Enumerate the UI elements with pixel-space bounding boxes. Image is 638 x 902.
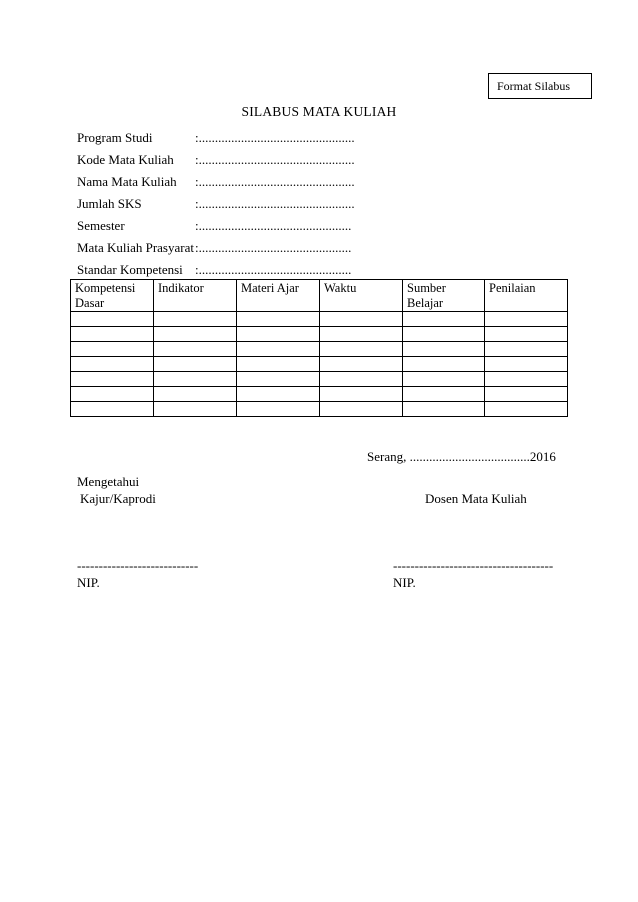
table-cell bbox=[485, 387, 568, 402]
table-cell bbox=[71, 342, 154, 357]
info-label-semester: Semester bbox=[77, 218, 125, 233]
place-date: Serang, .....................................2016 bbox=[367, 449, 556, 464]
table-cell bbox=[71, 402, 154, 417]
info-dots-nama-mata-kuliah: :................................................ bbox=[195, 174, 355, 189]
table-cell bbox=[403, 402, 485, 417]
table-cell bbox=[485, 312, 568, 327]
table-row bbox=[71, 357, 568, 372]
table-cell bbox=[485, 357, 568, 372]
table-cell bbox=[154, 327, 237, 342]
table-cell bbox=[403, 387, 485, 402]
info-dots-standar-kompetensi: :............................................... bbox=[195, 262, 352, 277]
table-cell bbox=[71, 312, 154, 327]
table-cell bbox=[403, 372, 485, 387]
info-dots-jumlah-sks: :................................................ bbox=[195, 196, 355, 211]
table-row bbox=[71, 387, 568, 402]
table-cell bbox=[237, 312, 320, 327]
header-indikator: Indikator bbox=[154, 280, 237, 312]
table-cell bbox=[154, 342, 237, 357]
table-cell bbox=[237, 327, 320, 342]
table-cell bbox=[154, 357, 237, 372]
table-cell bbox=[485, 402, 568, 417]
info-dots-kode-mata-kuliah: :................................................ bbox=[195, 152, 355, 167]
info-dots-semester: :............................................... bbox=[195, 218, 352, 233]
table-cell bbox=[71, 387, 154, 402]
right-signatory-role: Dosen Mata Kuliah bbox=[425, 491, 527, 506]
table-cell bbox=[71, 357, 154, 372]
table-row bbox=[71, 372, 568, 387]
table-cell bbox=[320, 312, 403, 327]
document-title: SILABUS MATA KULIAH bbox=[241, 104, 397, 119]
table-cell bbox=[154, 312, 237, 327]
header-kompetensi-dasar: Kompetensi Dasar bbox=[71, 280, 154, 312]
info-label-kode-mata-kuliah: Kode Mata Kuliah bbox=[77, 152, 174, 167]
table-cell bbox=[237, 342, 320, 357]
table-cell bbox=[320, 387, 403, 402]
info-dots-program-studi: :................................................ bbox=[195, 130, 355, 145]
header-waktu: Waktu bbox=[320, 280, 403, 312]
info-dots-mata-kuliah-prasyarat: :............................................... bbox=[195, 240, 352, 255]
left-signatory-role: Kajur/Kaprodi bbox=[80, 491, 156, 506]
table-cell bbox=[154, 372, 237, 387]
info-label-nama-mata-kuliah: Nama Mata Kuliah bbox=[77, 174, 177, 189]
right-nip-label: NIP. bbox=[393, 575, 416, 590]
left-nip-label: NIP. bbox=[77, 575, 100, 590]
info-label-program-studi: Program Studi bbox=[77, 130, 153, 145]
table-cell bbox=[237, 372, 320, 387]
table-cell bbox=[320, 402, 403, 417]
format-label-box bbox=[488, 73, 592, 99]
info-label-jumlah-sks: Jumlah SKS bbox=[77, 196, 142, 211]
right-signature-line: ------------------------------------- bbox=[393, 558, 554, 573]
left-signature-line: ---------------------------- bbox=[77, 558, 199, 573]
acknowledge-text: Mengetahui bbox=[77, 474, 140, 489]
header-sumber-belajar: Sumber Belajar bbox=[403, 280, 485, 312]
table-cell bbox=[320, 327, 403, 342]
table-row bbox=[71, 327, 568, 342]
table-cell bbox=[237, 402, 320, 417]
table-cell bbox=[71, 327, 154, 342]
table-cell bbox=[237, 357, 320, 372]
header-penilaian: Penilaian bbox=[485, 280, 568, 312]
table-body bbox=[71, 312, 568, 417]
table-cell bbox=[320, 342, 403, 357]
table-cell bbox=[403, 342, 485, 357]
table-cell bbox=[320, 357, 403, 372]
table-cell bbox=[154, 402, 237, 417]
format-label: Format Silabus bbox=[497, 78, 571, 93]
table-cell bbox=[154, 387, 237, 402]
table-cell bbox=[485, 342, 568, 357]
header-materi-ajar: Materi Ajar bbox=[237, 280, 320, 312]
table-row bbox=[71, 312, 568, 327]
table-cell bbox=[403, 312, 485, 327]
table-header-row bbox=[71, 280, 568, 312]
table-cell bbox=[485, 327, 568, 342]
table-cell bbox=[237, 387, 320, 402]
info-label-mata-kuliah-prasyarat: Mata Kuliah Prasyarat bbox=[77, 240, 194, 255]
table-cell bbox=[485, 372, 568, 387]
info-label-standar-kompetensi: Standar Kompetensi bbox=[77, 262, 183, 277]
table-cell bbox=[403, 327, 485, 342]
table-row bbox=[71, 342, 568, 357]
table-cell bbox=[320, 372, 403, 387]
table-row bbox=[71, 402, 568, 417]
table-cell bbox=[403, 357, 485, 372]
syllabus-table bbox=[70, 279, 568, 417]
table-cell bbox=[71, 372, 154, 387]
